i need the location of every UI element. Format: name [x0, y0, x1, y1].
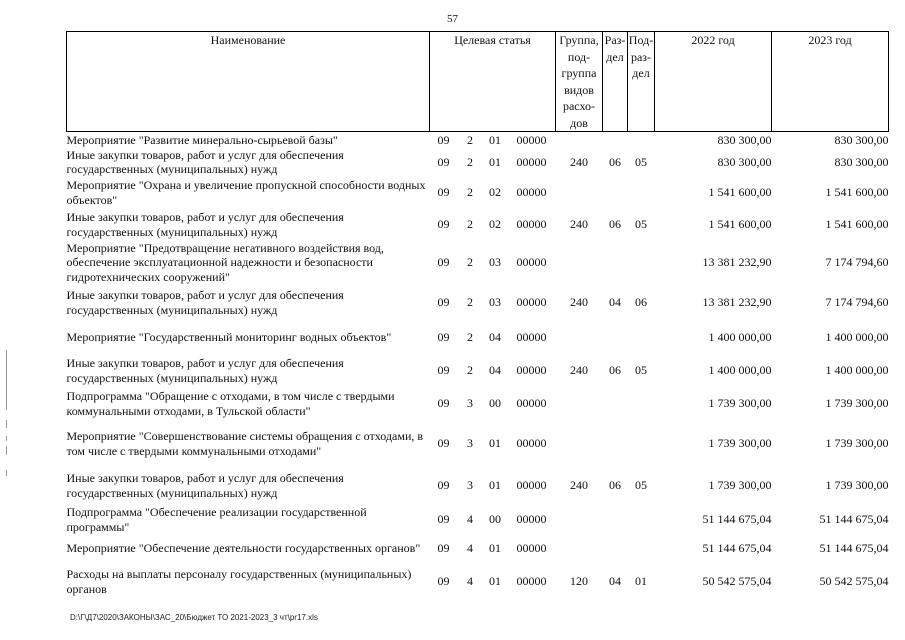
- target-subprogram-code: 2: [467, 132, 473, 147]
- target-event-code: 00: [489, 512, 501, 527]
- target-subprogram-code: 2: [467, 217, 473, 232]
- target-subprogram-code: 2: [467, 185, 473, 200]
- target-event-code: 03: [489, 295, 501, 310]
- expense-group-code: [556, 421, 603, 467]
- table-body: [67, 132, 889, 601]
- section-code: [603, 387, 628, 421]
- subsection-code: 06: [635, 295, 648, 310]
- row-name: Иные закупки товаров, работ и услуг для обеспечения государственных (муниципальных) нужд: [66, 147, 344, 176]
- amount-2022: 1 400 000,00: [708, 330, 772, 345]
- target-subprogram-code: 4: [467, 541, 473, 556]
- subsection-code: [628, 421, 655, 467]
- row-name: Иные закупки товаров, работ и услуг для обеспечения государственных (муниципальных) нужд: [66, 356, 344, 385]
- target-subprogram-code: 2: [467, 330, 473, 345]
- amount-2022: 1 739 300,00: [708, 396, 772, 411]
- table-row: [67, 563, 889, 601]
- target-direction-code: 00000: [516, 185, 547, 200]
- subsection-code: 05: [635, 363, 648, 378]
- target-program-code: 09: [437, 295, 450, 310]
- target-subprogram-code: 3: [467, 478, 473, 493]
- amount-2022: 50 542 575,04: [702, 574, 772, 589]
- table-row: [67, 355, 889, 387]
- table-row: [67, 148, 889, 177]
- expense-group-code: [556, 241, 603, 285]
- header-expense-group: Группа, под- группа видов расхо- дов: [556, 32, 603, 132]
- amount-2023: 1 739 300,00: [825, 478, 889, 493]
- target-event-code: 02: [489, 217, 501, 232]
- section-code: 06: [609, 478, 622, 493]
- table-row: [67, 177, 889, 209]
- target-program-code: 09: [437, 512, 450, 527]
- header-year-2022: 2022 год: [655, 32, 772, 132]
- amount-2023: 50 542 575,04: [819, 574, 889, 589]
- row-name: Расходы на выплаты персоналу государственных (муниципальных) органов: [66, 567, 412, 596]
- row-name: Подпрограмма "Обращение с отходами, в том числе с твердыми коммунальными отходами, в Тульской области": [66, 389, 395, 418]
- row-name: Иные закупки товаров, работ и услуг для обеспечения государственных (муниципальных) нужд: [66, 210, 344, 239]
- expense-group-code: [556, 177, 603, 209]
- subsection-code: [628, 241, 655, 285]
- target-program-code: 09: [437, 330, 450, 345]
- section-code: 04: [609, 295, 622, 310]
- target-program-code: 09: [437, 255, 450, 270]
- expense-group-code: [556, 132, 603, 148]
- expense-group-code: 240: [570, 154, 589, 169]
- target-event-code: 01: [489, 436, 501, 451]
- row-name: Мероприятие "Государственный мониторинг водных объектов": [66, 330, 392, 345]
- amount-2022: 830 300,00: [717, 154, 772, 169]
- target-subprogram-code: 2: [467, 255, 473, 270]
- target-direction-code: 00000: [516, 217, 547, 232]
- target-direction-code: 00000: [516, 363, 547, 378]
- table-row: [67, 505, 889, 535]
- expense-group-code: 240: [570, 478, 589, 493]
- section-code: [603, 535, 628, 563]
- amount-2023: 1 739 300,00: [825, 436, 889, 451]
- subsection-code: 01: [635, 574, 648, 589]
- amount-2023: 830 300,00: [834, 154, 889, 169]
- section-code: 04: [609, 574, 622, 589]
- left-margin-mark: [0, 0, 12, 640]
- subsection-code: [628, 505, 655, 535]
- target-program-code: 09: [437, 217, 450, 232]
- budget-table: [66, 31, 889, 601]
- header-subsection: Под- раз- дел: [628, 32, 655, 132]
- amount-2023: 51 144 675,04: [819, 512, 889, 527]
- header-name: Наименование: [67, 32, 430, 132]
- amount-2022: 1 541 600,00: [708, 217, 772, 232]
- target-event-code: 03: [489, 255, 501, 270]
- target-direction-code: 00000: [516, 154, 547, 169]
- section-code: [603, 241, 628, 285]
- expense-group-code: [556, 505, 603, 535]
- subsection-code: 05: [635, 217, 648, 232]
- table-row: [67, 535, 889, 563]
- target-event-code: 01: [489, 132, 501, 147]
- target-event-code: 04: [489, 330, 501, 345]
- target-direction-code: 00000: [516, 436, 547, 451]
- target-direction-code: 00000: [516, 512, 547, 527]
- target-program-code: 09: [437, 154, 450, 169]
- amount-2023: 1 541 600,00: [825, 185, 889, 200]
- amount-2023: 1 400 000,00: [825, 330, 889, 345]
- file-path-footer: D:\Г\Д7\2020\ЗАКОНЫ\ЗАС_20\Бюджет ТО 2021-2023_3 чт\pr17.xls: [70, 613, 318, 622]
- section-code: [603, 177, 628, 209]
- amount-2022: 13 381 232,90: [702, 295, 772, 310]
- row-name: Мероприятие "Охрана и увеличение пропускной способности водных объектов": [66, 178, 426, 207]
- section-code: 06: [609, 154, 622, 169]
- row-name: Мероприятие "Предотвращение негативного воздействия вод, обеспечение эксплуатационной надежности и безопасности гидротехнических сооружений": [66, 240, 384, 284]
- row-name: Иные закупки товаров, работ и услуг для обеспечения государственных (муниципальных) нужд: [66, 288, 344, 317]
- subsection-code: [628, 321, 655, 355]
- target-direction-code: 00000: [516, 295, 547, 310]
- target-direction-code: 00000: [516, 330, 547, 345]
- target-program-code: 09: [437, 436, 450, 451]
- expense-group-code: 240: [570, 363, 589, 378]
- table-header-row: [67, 32, 889, 132]
- table-row: [67, 285, 889, 321]
- target-subprogram-code: 2: [467, 154, 473, 169]
- section-code: 06: [609, 363, 622, 378]
- amount-2023: 7 174 794,60: [825, 255, 889, 270]
- target-program-code: 09: [437, 185, 450, 200]
- expense-group-code: 240: [570, 217, 589, 232]
- table-row: [67, 467, 889, 505]
- target-event-code: 01: [489, 574, 501, 589]
- section-code: 06: [609, 217, 622, 232]
- target-direction-code: 00000: [516, 574, 547, 589]
- expense-group-code: [556, 535, 603, 563]
- target-event-code: 04: [489, 363, 501, 378]
- amount-2022: 1 400 000,00: [708, 363, 772, 378]
- target-event-code: 01: [489, 154, 501, 169]
- table-row: [67, 241, 889, 285]
- row-name: Иные закупки товаров, работ и услуг для обеспечения государственных (муниципальных) нужд: [66, 471, 344, 500]
- target-direction-code: 00000: [516, 478, 547, 493]
- page-number: 57: [447, 13, 458, 25]
- target-program-code: 09: [437, 132, 450, 147]
- expense-group-code: 240: [570, 295, 589, 310]
- amount-2022: 1 739 300,00: [708, 436, 772, 451]
- target-program-code: 09: [437, 478, 450, 493]
- table-row: [67, 421, 889, 467]
- amount-2023: 830 300,00: [834, 132, 889, 147]
- target-event-code: 01: [489, 541, 501, 556]
- target-event-code: 00: [489, 396, 501, 411]
- amount-2022: 1 541 600,00: [708, 185, 772, 200]
- target-program-code: 09: [437, 574, 450, 589]
- target-event-code: 01: [489, 478, 501, 493]
- expense-group-code: 120: [570, 574, 589, 589]
- expense-group-code: [556, 321, 603, 355]
- amount-2023: 1 739 300,00: [825, 396, 889, 411]
- target-subprogram-code: 4: [467, 512, 473, 527]
- target-direction-code: 00000: [516, 396, 547, 411]
- target-subprogram-code: 2: [467, 295, 473, 310]
- target-direction-code: 00000: [516, 255, 547, 270]
- target-program-code: 09: [437, 396, 450, 411]
- section-code: [603, 132, 628, 148]
- amount-2022: 1 739 300,00: [708, 478, 772, 493]
- amount-2022: 830 300,00: [717, 132, 772, 147]
- amount-2022: 51 144 675,04: [702, 541, 772, 556]
- amount-2023: 1 400 000,00: [825, 363, 889, 378]
- subsection-code: [628, 177, 655, 209]
- table-row: [67, 132, 889, 148]
- target-subprogram-code: 3: [467, 396, 473, 411]
- target-program-code: 09: [437, 541, 450, 556]
- subsection-code: 05: [635, 478, 648, 493]
- amount-2023: 51 144 675,04: [819, 541, 889, 556]
- target-program-code: 09: [437, 363, 450, 378]
- row-name: Мероприятие "Развитие минерально-сырьевой базы": [66, 132, 338, 147]
- header-target-article: Целевая статья: [430, 32, 556, 132]
- amount-2023: 7 174 794,60: [825, 295, 889, 310]
- amount-2023: 1 541 600,00: [825, 217, 889, 232]
- target-subprogram-code: 3: [467, 436, 473, 451]
- target-direction-code: 00000: [516, 541, 547, 556]
- section-code: [603, 321, 628, 355]
- amount-2022: 13 381 232,90: [702, 255, 772, 270]
- target-direction-code: 00000: [516, 132, 547, 147]
- subsection-code: [628, 387, 655, 421]
- subsection-code: 05: [635, 154, 648, 169]
- expense-group-code: [556, 387, 603, 421]
- subsection-code: [628, 132, 655, 148]
- row-name: Подпрограмма "Обеспечение реализации государственной программы": [66, 505, 367, 534]
- row-name: Мероприятие "Совершенствование системы обращения с отходами, в том числе с твердыми коммунальными отходами": [66, 429, 424, 458]
- target-event-code: 02: [489, 185, 501, 200]
- table-row: [67, 321, 889, 355]
- target-subprogram-code: 2: [467, 363, 473, 378]
- target-subprogram-code: 4: [467, 574, 473, 589]
- table-row: [67, 209, 889, 241]
- section-code: [603, 505, 628, 535]
- header-section: Раз- дел: [603, 32, 628, 132]
- table-row: [67, 387, 889, 421]
- row-name: Мероприятие "Обеспечение деятельности государственных органов": [66, 541, 421, 556]
- amount-2022: 51 144 675,04: [702, 512, 772, 527]
- section-code: [603, 421, 628, 467]
- subsection-code: [628, 535, 655, 563]
- header-year-2023: 2023 год: [772, 32, 889, 132]
